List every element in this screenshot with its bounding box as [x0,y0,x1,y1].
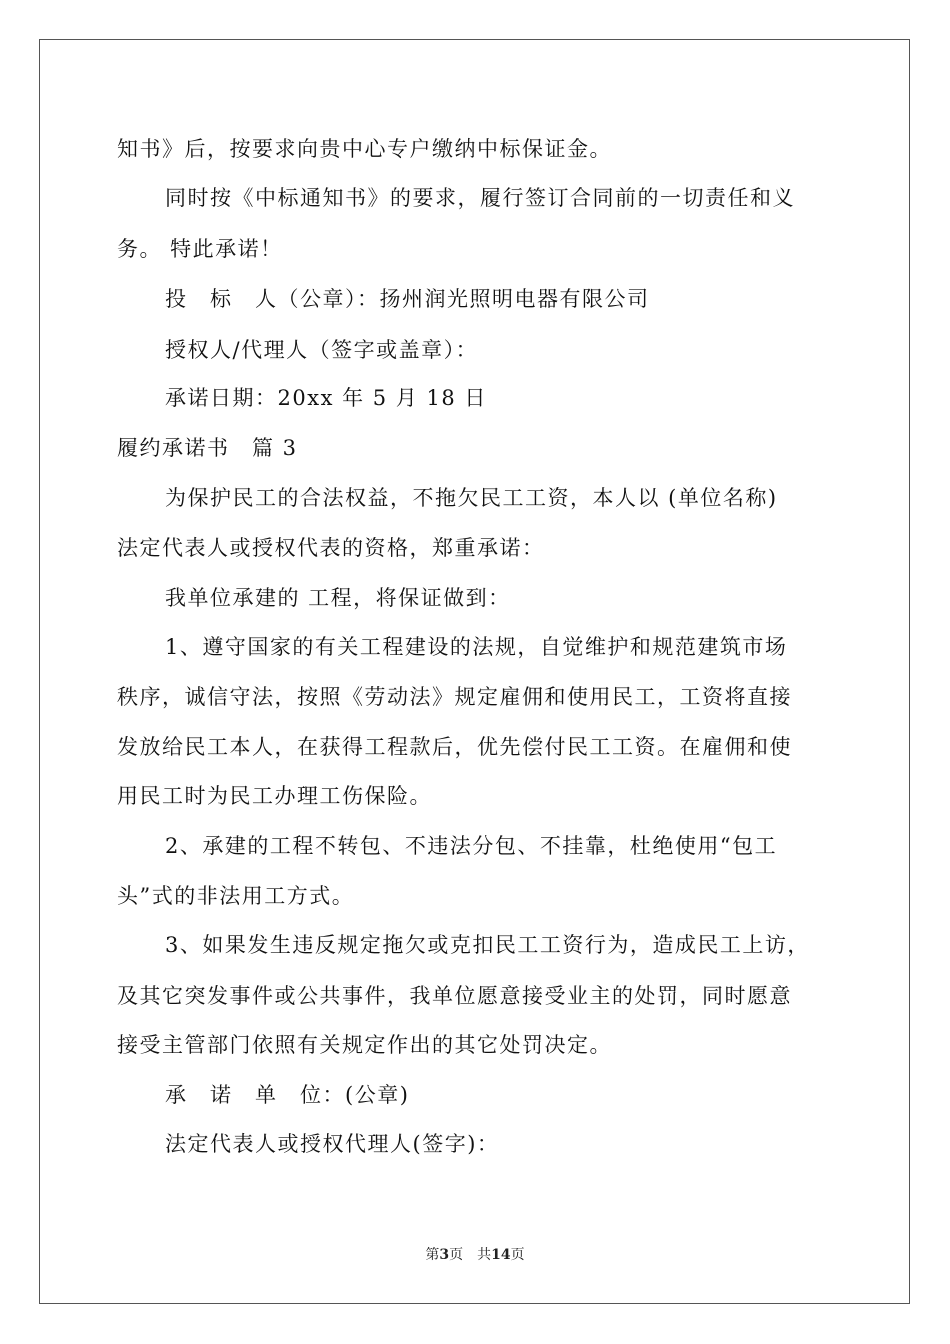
text-line: 我单位承建的 工程，将保证做到： [165,586,511,610]
text-line: 知书》后，按要求向贵中心专户缴纳中标保证金。 [117,137,612,161]
footer-total-suffix: 页 [510,1247,525,1263]
page-border [39,39,910,1304]
footer-total-number: 14 [491,1247,511,1263]
footer-page-prefix: 第 [425,1247,440,1263]
footer-total-prefix: 共 [477,1247,492,1263]
text-line: 法定代表人或授权代表的资格，郑重承诺： [117,536,545,560]
promise-unit-line: 承 诺 单 位：(公章) [165,1083,410,1107]
legal-rep-line: 法定代表人或授权代理人(签字)： [165,1132,500,1156]
text-line: 为保护民工的合法权益，不拖欠民工工资，本人以 (单位名称) [165,486,778,510]
authorized-agent-line: 授权人/代理人（签字或盖章）： [165,338,479,362]
text-line: 接受主管部门依照有关规定作出的其它处罚决定。 [117,1033,612,1057]
text-line: 3、如果发生违反规定拖欠或克扣民工工资行为，造成民工上访， [165,933,810,957]
footer-page-number: 3 [439,1247,450,1263]
footer-page-suffix: 页 [449,1247,464,1263]
text-line: 及其它突发事件或公共事件，我单位愿意接受业主的处罚，同时愿意 [117,984,792,1008]
text-line: 1、遵守国家的有关工程建设的法规，自觉维护和规范建筑市场 [165,635,788,659]
text-line: 务。 特此承诺！ [117,237,283,261]
text-line: 同时按《中标通知书》的要求，履行签订合同前的一切责任和义 [165,186,795,210]
page-footer [0,1246,950,1264]
text-line: 2、承建的工程不转包、不违法分包、不挂靠，杜绝使用“包工 [165,834,778,858]
text-line: 发放给民工本人，在获得工程款后，优先偿付民工工资。在雇佣和使 [117,735,792,759]
promise-date-line: 承诺日期：20xx 年 5 月 18 日 [165,386,487,410]
text-line: 用民工时为民工办理工伤保险。 [117,784,432,808]
bidder-line: 投 标 人（公章）：扬州润光照明电器有限公司 [165,287,650,311]
text-line: 头”式的非法用工方式。 [117,884,355,908]
text-line: 秩序，诚信守法，按照《劳动法》规定雇佣和使用民工，工资将直接 [117,685,792,709]
section-heading: 履约承诺书 篇 3 [117,436,298,460]
